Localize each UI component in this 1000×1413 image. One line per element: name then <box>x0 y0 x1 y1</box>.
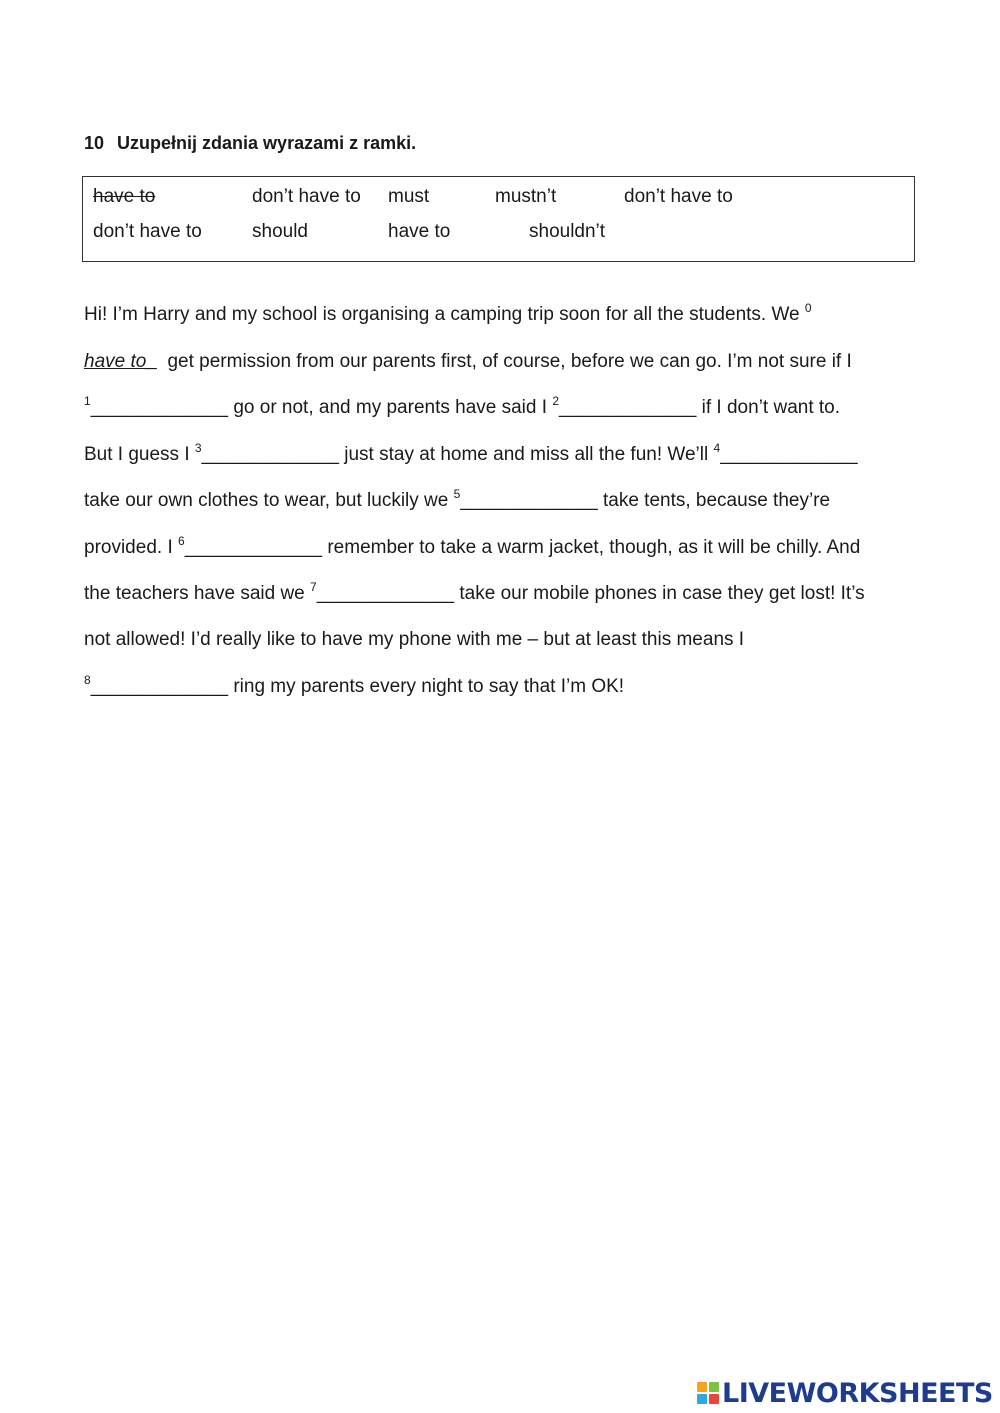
word-box-item: mustn’t <box>495 186 557 207</box>
word-box-item: must <box>388 186 430 207</box>
logo-square <box>709 1394 719 1404</box>
text-line <box>84 489 830 513</box>
answer-blank[interactable]: _____________ <box>316 583 455 604</box>
gap-number: 1 <box>84 394 91 408</box>
logo-square <box>709 1382 719 1392</box>
text-segment: Hi! I’m Harry and my school is organising a camping trip soon for all the students. We <box>84 304 805 325</box>
text-line <box>84 396 840 420</box>
text-line <box>84 350 852 374</box>
text-segment: the teachers have said we <box>84 583 311 604</box>
word-box-item: don’t have to <box>624 186 733 207</box>
gap-number: 6 <box>178 534 185 548</box>
text-segment: take our mobile phones in case they get lost! It’s <box>454 583 865 604</box>
text-line <box>84 443 858 467</box>
example-answer: have to_ <box>84 351 157 372</box>
word-box-item: have to <box>93 186 156 207</box>
exercise-number: 10 <box>84 133 105 153</box>
text-line <box>84 628 744 652</box>
gap-number: 8 <box>84 673 91 687</box>
logo-square <box>697 1382 707 1392</box>
text-segment: if I don’t want to. <box>696 397 841 418</box>
word-box-item: have to <box>388 221 451 242</box>
text-segment: get permission from our parents first, of course, before we can go. I’m not sure if I <box>167 351 852 372</box>
logo-square <box>697 1394 707 1404</box>
text-segment: go or not, and my parents have said I <box>228 397 553 418</box>
exercise-heading <box>84 133 416 154</box>
text-segment: just stay at home and miss all the fun! We’ll <box>338 444 714 465</box>
answer-blank[interactable]: _____________ <box>201 444 339 465</box>
text-segment: remember to take a warm jacket, though, as it will be chilly. And <box>322 537 861 558</box>
gap-number: 5 <box>453 487 461 501</box>
text-line <box>84 582 865 606</box>
exercise-instruction: Uzupełnij zdania wyrazami z ramki. <box>117 133 417 153</box>
word-box-item: don’t have to <box>252 186 361 207</box>
logo-icon <box>697 1382 719 1404</box>
word-box-item: don’t have to <box>93 221 202 242</box>
answer-blank[interactable]: _____________ <box>559 397 697 418</box>
text-segment: take tents, because they’re <box>597 490 831 511</box>
text-segment: take our own clothes to wear, but luckily we <box>84 490 454 511</box>
text-line <box>84 303 812 327</box>
gap-number: 3 <box>194 441 202 455</box>
answer-blank[interactable]: _____________ <box>90 397 229 418</box>
liveworksheets-logo <box>697 1376 993 1410</box>
word-box-item: shouldn’t <box>529 221 606 242</box>
word-box-item: should <box>252 221 308 242</box>
answer-blank[interactable]: _____________ <box>90 676 229 697</box>
gap-number: 4 <box>713 441 721 455</box>
text-segment: not allowed! I’d really like to have my phone with me – but at least this means I <box>84 629 745 650</box>
text-segment: But I guess I <box>84 444 195 465</box>
text-line <box>84 675 624 699</box>
gap-number: 7 <box>310 580 317 594</box>
answer-blank[interactable]: _____________ <box>184 537 323 558</box>
gap-number: 0 <box>804 301 812 315</box>
logo-text: LIVEWORKSHEETS <box>722 1377 993 1409</box>
answer-blank[interactable]: _____________ <box>720 444 858 465</box>
text-segment: ring my parents every night to say that I’m OK! <box>228 676 625 697</box>
text-line <box>84 536 860 560</box>
answer-blank[interactable]: _____________ <box>460 490 598 511</box>
text-segment: provided. I <box>84 537 178 558</box>
word-box <box>82 176 915 262</box>
gap-number: 2 <box>552 394 559 408</box>
